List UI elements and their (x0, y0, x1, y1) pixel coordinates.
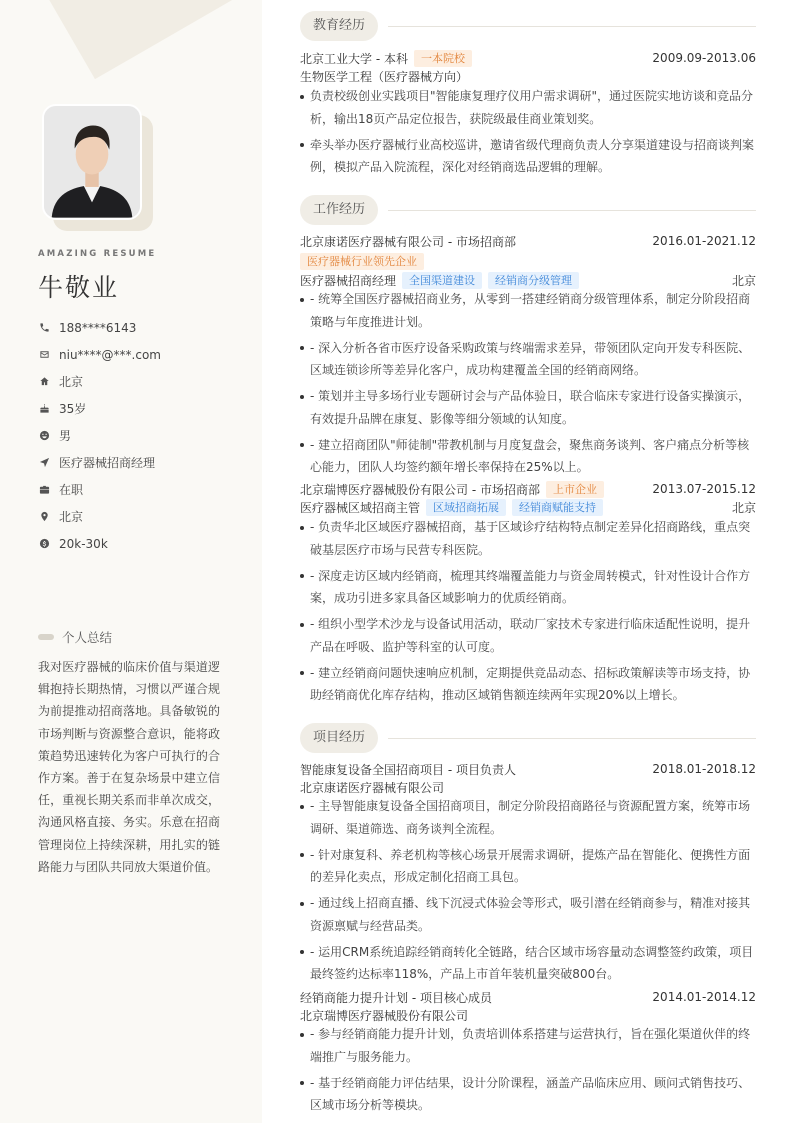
list-item: - 基于经销商能力评估结果，设计分阶课程，涵盖产品临床应用、顾问式销售技巧、区域市场分析等模块。 (300, 1072, 756, 1117)
info-age (38, 395, 248, 422)
list-item: - 组织小型学术沙龙与设备试用活动，联动厂家技术专家进行临床适配性说明，提升产品在呼吸、监护等科室的认可度。 (300, 613, 756, 658)
info-phone (38, 314, 248, 341)
list-item: - 深入分析各省市医疗设备采购政策与终端需求差异，带领团队定向开发专科医院、区域连锁诊所等差异化客户，成功构建覆盖全国的经销商网络。 (300, 337, 756, 382)
section-education (300, 11, 756, 41)
info-gender (38, 422, 248, 449)
mail-icon (38, 349, 50, 361)
school-tag: 一本院校 (414, 50, 472, 67)
project-org: 北京康诺医疗器械有限公司 (300, 780, 445, 795)
role-tag: 经销商赋能支持 (512, 499, 603, 516)
info-target-position (38, 449, 248, 476)
list-item: - 主导智能康复设备全国招商项目，制定分阶段招商路径与资源配置方案，统筹市场调研、渠道筛选、商务谈判全流程。 (300, 795, 756, 840)
section-divider (388, 210, 756, 211)
job-bullets (300, 516, 756, 710)
role-tag: 全国渠道建设 (402, 272, 482, 289)
job-company-row (300, 232, 756, 250)
company-tag: 医疗器械行业领先企业 (300, 253, 424, 270)
project-bullets (300, 1023, 756, 1120)
project-org: 北京瑞博医疗器械股份有限公司 (300, 1008, 469, 1023)
job-bullets (300, 288, 756, 482)
contact-info-list (38, 314, 248, 557)
list-item: - 运用CRM系统追踪经销商转化全链路，结合区域市场容量动态调整签约政策，项目最终签约达标率118%，产品上市首年装机量突破800台。 (300, 941, 756, 986)
school-name: 北京工业大学 - 本科 (300, 51, 408, 66)
project-name: 智能康复设备全国招商项目 - 项目负责人 (300, 762, 516, 777)
section-title: 教育经历 (300, 11, 378, 41)
section-projects (300, 723, 756, 753)
decorative-shape (0, 0, 262, 79)
section-divider (388, 738, 756, 739)
list-item: - 建立招商团队"师徒制"带教机制与月度复盘会，聚焦商务谈判、客户痛点分析等核心能力，团队人均签约额年增长率保持在25%以上。 (300, 434, 756, 479)
project-name-row (300, 988, 756, 1006)
role-tag: 经销商分级管理 (488, 272, 579, 289)
company-name: 北京康诺医疗器械有限公司 - 市场招商部 (300, 234, 516, 249)
list-item: - 建立经销商问题快速响应机制，定期提供竞品动态、招标政策解读等市场支持，协助经销商优化库存结构，推动区域销售额连续两年实现20%以上增长。 (300, 662, 756, 707)
job-role-row (300, 498, 756, 516)
project-bullets (300, 795, 756, 989)
education-bullets (300, 85, 756, 182)
send-icon (38, 457, 50, 469)
location-icon (38, 511, 50, 523)
phone-icon (38, 322, 50, 334)
salary-text: 20k-30k (59, 536, 108, 551)
section-title: 工作经历 (300, 195, 378, 225)
portrait-image (44, 106, 140, 218)
home-icon (38, 376, 50, 388)
target-position-text: 医疗器械招商经理 (59, 456, 156, 470)
gender-icon (38, 430, 50, 442)
list-item: 牵头举办医疗器械行业高校巡讲，邀请省级代理商负责人分享渠道建设与招商谈判案例，模拟产品入院流程，深化对经销商选品逻辑的理解。 (300, 134, 756, 179)
job-period: 2016.01-2021.12 (652, 234, 756, 248)
education-school-row (300, 49, 756, 67)
company-name: 北京瑞博医疗器械股份有限公司 - 市场招商部 (300, 482, 540, 497)
major-name: 生物医学工程（医疗器械方向） (300, 69, 469, 84)
info-salary (38, 530, 248, 557)
job-period: 2013.07-2015.12 (652, 482, 756, 496)
briefcase-icon (38, 484, 50, 496)
phone-text: 188****6143 (59, 320, 137, 335)
job-city: 北京 (731, 273, 756, 288)
list-item: - 通过线上招商直播、线下沉浸式体验会等形式，吸引潜在经销商参与，精准对接其资源禀赋与经营品类。 (300, 892, 756, 937)
info-status (38, 476, 248, 503)
summary-title: 个人总结 (62, 630, 113, 645)
section-title: 项目经历 (300, 723, 378, 753)
project-org-row (300, 778, 756, 796)
education-major-row (300, 67, 756, 85)
list-item: - 统筹全国医疗器械招商业务，从零到一搭建经销商分级管理体系，制定分阶段招商策略与年度推进计划。 (300, 288, 756, 333)
role-name: 医疗器械招商经理 (300, 273, 397, 288)
email-text: niu****@***.com (59, 347, 161, 362)
project-period: 2014.01-2014.12 (652, 990, 756, 1004)
candidate-name: 牛敬业 (38, 273, 120, 302)
info-hometown (38, 368, 248, 395)
status-text: 在职 (59, 483, 84, 497)
list-item: - 针对康复科、养老机构等核心场景开展需求调研，提炼产品在智能化、便携性方面的差异化卖点，形成定制化招商工具包。 (300, 844, 756, 889)
list-item: - 负责华北区域医疗器械招商，基于区域诊疗结构特点制定差异化招商路线，重点突破基层医疗市场与民营专科医院。 (300, 516, 756, 561)
job-role-row (300, 271, 756, 289)
list-item: - 策划并主导多场行业专题研讨会与产品体验日，联合临床专家进行设备实操演示，有效提升品牌在康复、影像等细分领域的认知度。 (300, 385, 756, 430)
cake-icon (38, 403, 50, 415)
summary-text: 我对医疗器械的临床价值与渠道逻辑抱持长期热情，习惯以严谨合规为前提推动招商落地。具备敏锐的市场判断与资源整合意识，能将政策趋势迅速转化为客户可执行的合作方案。善于在复杂场景中建立信任，重视长期关系而非单次成交，沟通风格直接、务实。乐意在招商管理岗位上持续深耕，用扎实的链路能力与团队共同放大渠道价值。 (38, 660, 220, 874)
education-period: 2009.09-2013.06 (652, 51, 756, 65)
sidebar (0, 0, 262, 1123)
avatar (42, 104, 142, 220)
job-city: 北京 (731, 500, 756, 515)
summary-header (38, 628, 112, 646)
list-item: - 深度走访区域内经销商，梳理其终端覆盖能力与资金周转模式，针对性设计合作方案，成功引进多家具备区域影响力的优质经销商。 (300, 565, 756, 610)
company-tag: 上市企业 (546, 481, 604, 498)
project-period: 2018.01-2018.12 (652, 762, 756, 776)
hometown-text: 北京 (59, 375, 84, 389)
salary-icon (38, 538, 50, 550)
info-location (38, 503, 248, 530)
gender-text: 男 (59, 429, 72, 443)
section-divider (388, 26, 756, 27)
list-item: - 参与经销商能力提升计划，负责培训体系搭建与运营执行，旨在强化渠道伙伴的终端推广与服务能力。 (300, 1023, 756, 1068)
section-work (300, 195, 756, 225)
project-name: 经销商能力提升计划 - 项目核心成员 (300, 990, 492, 1005)
project-org-row (300, 1006, 756, 1024)
age-text: 35岁 (59, 402, 87, 416)
role-tag: 区域招商拓展 (426, 499, 506, 516)
info-email (38, 341, 248, 368)
job-company-row (300, 480, 756, 498)
project-name-row (300, 760, 756, 778)
resume-tagline: AMAZING RESUME (38, 249, 157, 259)
summary-marker (38, 634, 54, 640)
avatar-photo (42, 104, 142, 220)
role-name: 医疗器械区域招商主管 (300, 500, 421, 515)
list-item: 负责校级创业实践项目"智能康复理疗仪用户需求调研"，通过医院实地访谈和竞品分析，输出18页产品定位报告，获院级最佳商业策划奖。 (300, 85, 756, 130)
location-text: 北京 (59, 510, 84, 524)
job-company-tag-row (300, 252, 756, 270)
